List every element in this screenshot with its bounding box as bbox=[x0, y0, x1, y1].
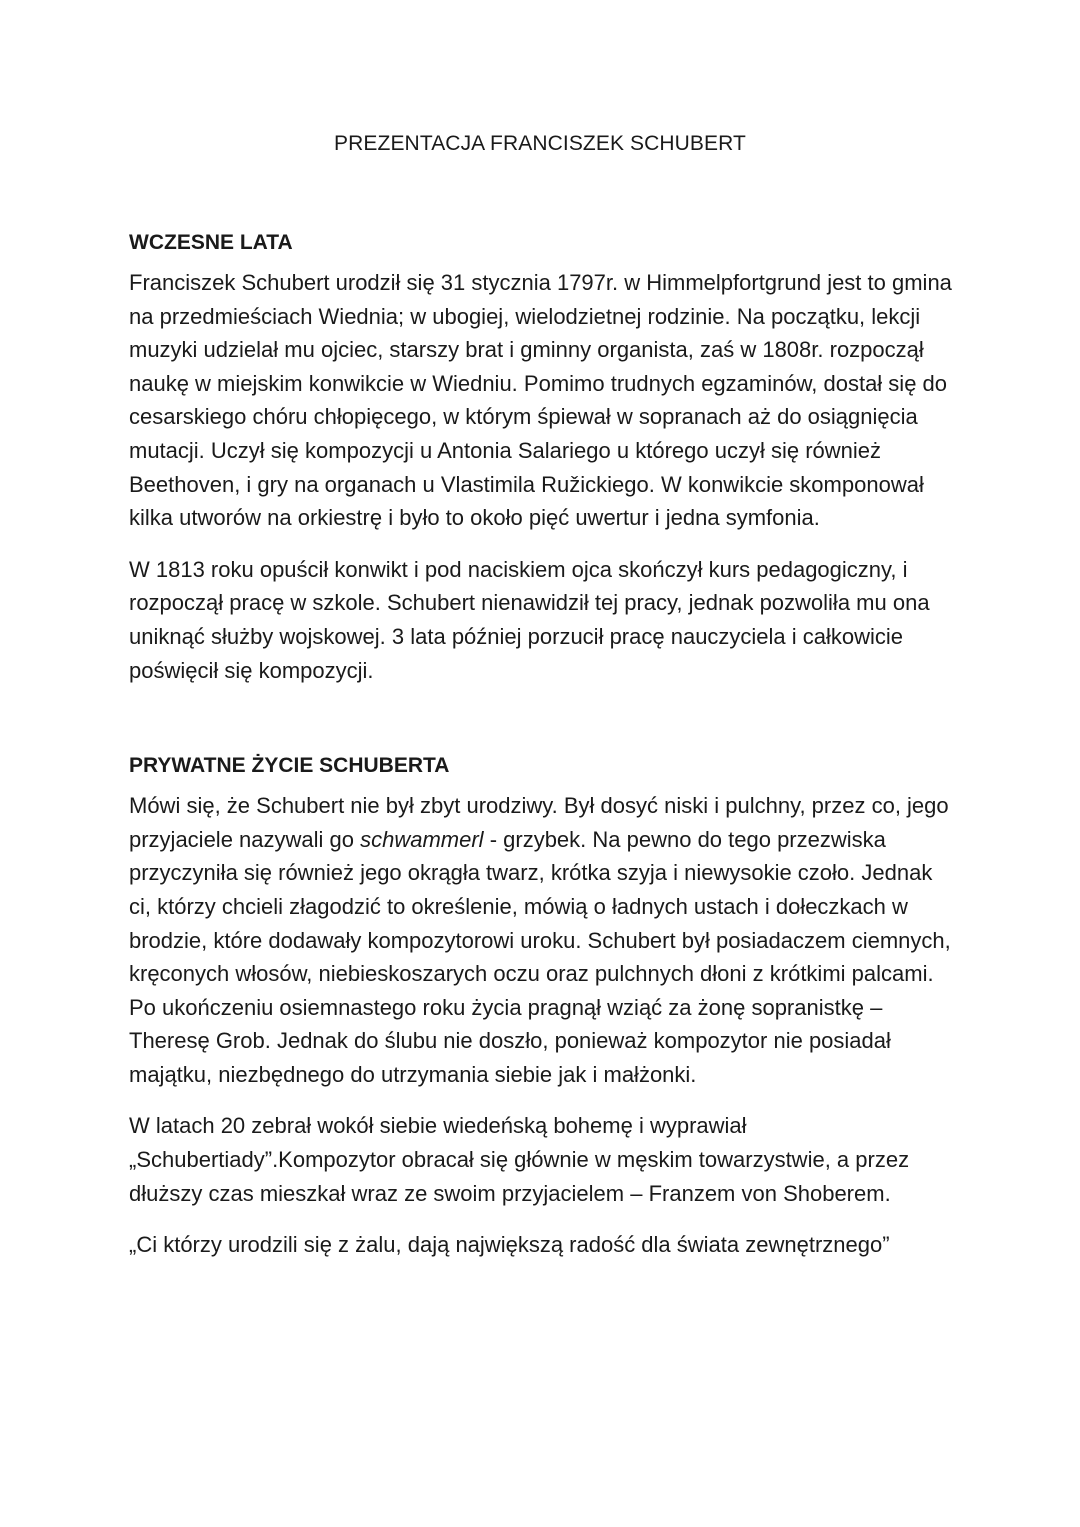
paragraph: Franciszek Schubert urodził się 31 stycznia 1797r. w Himmelpfortgrund jest to gmina na przedmieściach Wiednia; w ubogiej, wielodzietnej rodzinie. Na początku, lekcji muzyki udzielał mu ojciec, starszy brat i gminny organista, zaś w 1808r. rozpoczął naukę w miejskim konwikcie w Wiedniu. Pomimo trudnych egzaminów, dostał się do cesarskiego chóru chłopięcego, w którym śpiewał w sopranach aż do osiągnięcia mutacji. Uczył się kompozycji u Antonia Salariego u którego uczył się również Beethoven, i gry na organach u Vlastimila Ružickiego. W konwikcie skomponował kilka utworów na orkiestrę i było to około pięć uwertur i jedna symfonia. bbox=[129, 270, 952, 531]
paragraph-text: Mówi się, że Schubert nie był zbyt urodziwy. Był dosyć niski i pulchny, przez co, jego przyjaciele nazywali go bbox=[129, 793, 949, 852]
section-heading: PRYWATNE ŻYCIE SCHUBERTA bbox=[129, 754, 450, 778]
document-title: PREZENTACJA FRANCISZEK SCHUBERT bbox=[334, 132, 746, 155]
italic-term: schwammerl bbox=[360, 826, 484, 852]
section-early-years bbox=[129, 228, 959, 687]
paragraph bbox=[129, 789, 959, 1091]
paragraph: W latach 20 zebrał wokół siebie wiedeńską bohemę i wyprawiał „Schubertiady”.Kompozytor obracał się głównie w męskim towarzystwie, a przez dłuższy czas mieszkał wraz ze swoim przyjacielem – Franzem von Shoberem. bbox=[129, 1113, 910, 1206]
section-spacer bbox=[129, 705, 959, 751]
section-private-life bbox=[129, 751, 959, 1262]
paragraph-text: - grzybek. Na pewno do tego przezwiska przyczyniła się również jego okrągła twarz, krótka szyja i niewysokie czoło. Jednak ci, którzy chcieli złagodzić to określenie, mówią o ładnych ustach i dołeczkach w brodzie, które dodawały kompozytorowi uroku. Schubert był posiadaczem ciemnych, kręconych włosów, niebieskoszarych oczu oraz pulchnych dłoni z krótkimi palcami. Po ukończeniu osiemnastego roku życia pragnął wziąć za żonę sopranistkę – Theresę Grob. Jednak do ślubu nie doszło, ponieważ kompozytor nie posiadał majątku, niezbędnego do utrzymania siebie jak i małżonki. bbox=[129, 826, 951, 1087]
document-body bbox=[129, 228, 959, 1280]
paragraph: W 1813 roku opuścił konwikt i pod naciskiem ojca skończył kurs pedagogiczny, i rozpoczął pracę w szkole. Schubert nienawidził tej pracy, jednak pozwoliła mu ona uniknąć służby wojskowej. 3 lata później porzucił pracę nauczyciela i całkowicie poświęcił się kompozycji. bbox=[129, 556, 930, 683]
section-heading: WCZESNE LATA bbox=[129, 231, 293, 254]
quote: „Ci którzy urodzili się z żalu, dają największą radość dla świata zewnętrznego” bbox=[129, 1232, 890, 1258]
